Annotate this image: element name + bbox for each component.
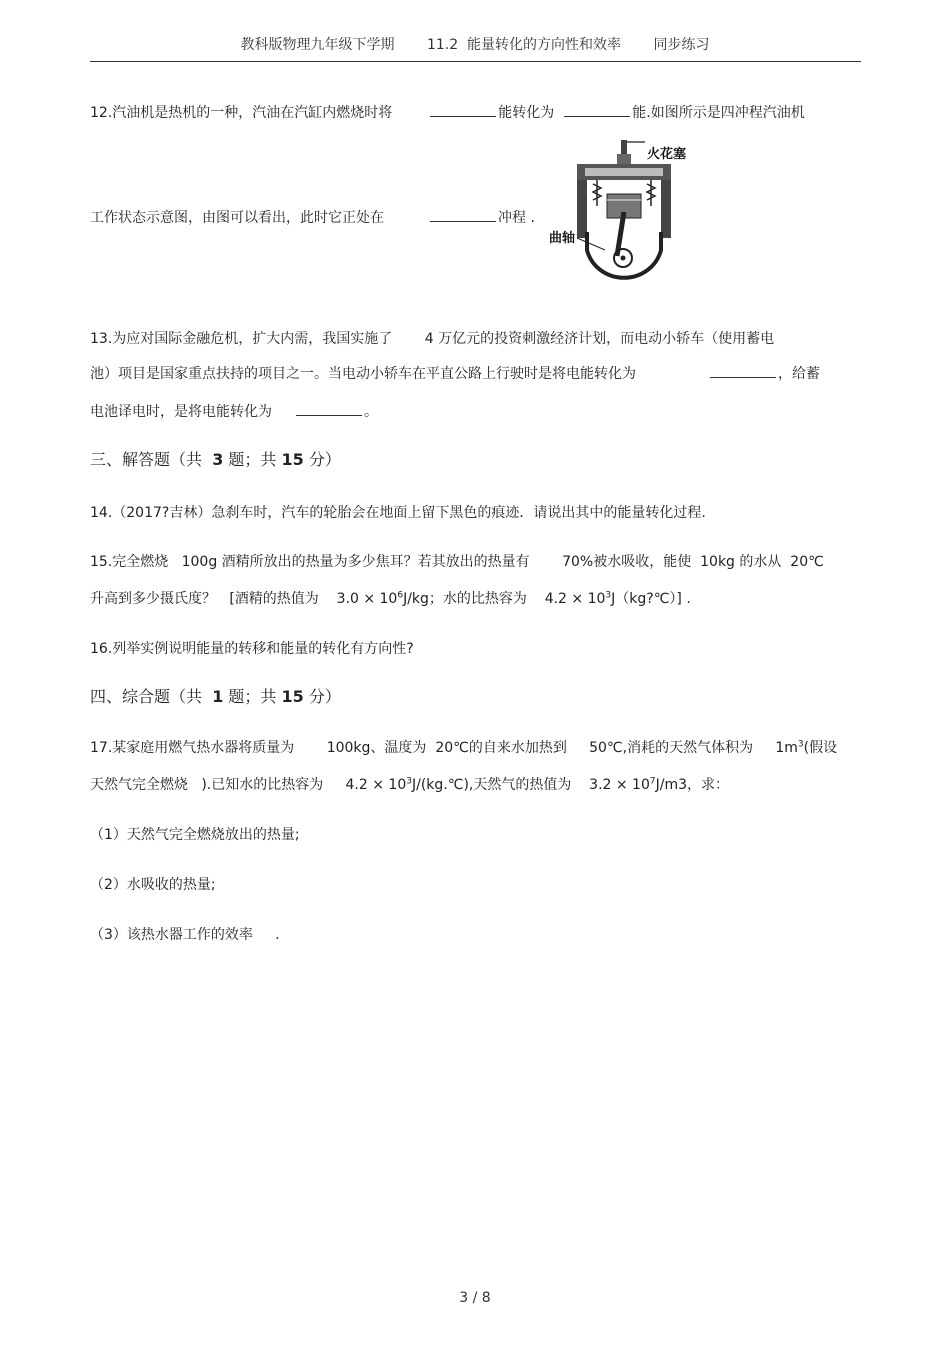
- spark-plug-body: [617, 154, 631, 164]
- page-header: 教科版物理九年级下学期 11.2 能量转化的方向性和效率 同步练习: [240, 37, 710, 53]
- crankcase: [587, 232, 661, 278]
- q16-text: 16.列举实例说明能量的转移和能量的转化有方向性?: [90, 641, 414, 657]
- q17-text-c: 天然气完全燃烧 ).已知水的比热容为 4.2 × 10: [90, 777, 407, 793]
- section-3-heading: [90, 449, 341, 471]
- q17-text-e: J/m3，求：: [655, 777, 729, 793]
- q17-text-b: (假设: [803, 740, 838, 756]
- header-rule: [90, 61, 861, 62]
- q12-blank-3[interactable]: [430, 207, 496, 222]
- sec4-a: 四、综合题（共: [90, 687, 213, 706]
- sec3-score: 15: [281, 450, 304, 469]
- q12-blank-2[interactable]: [564, 102, 630, 117]
- q12-blank-1[interactable]: [430, 102, 496, 117]
- engine-diagram: [547, 132, 697, 302]
- q17-line1: [90, 738, 837, 758]
- crank-center: [621, 256, 626, 261]
- q13-text-a: 池）项目是国家重点扶持的项目之一。当电动小轿车在平直公路上行驶时是将电能转化为: [90, 366, 636, 382]
- q17-sub-1: （1）天然气完全燃烧放出的热量;: [90, 827, 300, 843]
- q17-exp-2: 7: [649, 776, 656, 787]
- q12-text-e: 冲程 .: [498, 210, 535, 226]
- spark-plug-top: [621, 140, 627, 154]
- crankshaft-label: 曲轴: [549, 231, 576, 246]
- q17-sub-3: （3）该热水器工作的效率 .: [90, 927, 280, 943]
- sec4-count: 1: [212, 687, 224, 706]
- q15-exp-2: 3: [605, 590, 612, 601]
- cylinder-wall-left: [577, 180, 587, 238]
- q12-line1: [90, 102, 805, 123]
- q17-line2: [90, 775, 729, 795]
- sec3-a: 三、解答题（共: [90, 450, 213, 469]
- q12-text-a: 12.汽油机是热机的一种，汽油在汽缸内燃烧时将: [90, 105, 393, 121]
- q15-line1: 15.完全燃烧 100g 酒精所放出的热量为多少焦耳？若其放出的热量有 70%被水吸收，能使 10kg 的水从 20℃: [90, 554, 824, 570]
- q13-text-d: 。: [364, 404, 378, 420]
- q15-text-c: J（kg?℃）] .: [611, 591, 691, 607]
- sec3-c: 分）: [303, 450, 341, 469]
- q15-text-a: 升高到多少摄氏度？ [酒精的热值为 3.0 × 10: [90, 591, 398, 607]
- sec3-count: 3: [212, 450, 224, 469]
- sec4-score: 15: [281, 687, 304, 706]
- section-4-heading: [90, 686, 341, 708]
- q12-text-d: 工作状态示意图，由图可以看出，此时它正处在: [90, 210, 384, 226]
- page-number: 3 / 8: [459, 1290, 491, 1306]
- q12-line2: [90, 207, 535, 228]
- q13-line1: 13.为应对国际金融危机，扩大内需，我国实施了 4 万亿元的投资刺激经济计划，而电动小轿车（使用蓄电: [90, 331, 775, 347]
- q13-text-b: ，给蓄: [778, 366, 820, 382]
- q13-line2: [90, 363, 820, 384]
- q13-line3: [90, 401, 378, 422]
- intake-valve: [593, 180, 601, 206]
- q12-text-c: 能.如图所示是四冲程汽油机: [632, 105, 805, 121]
- q17-text-a: 17.某家庭用燃气热水器将质量为 100kg、温度为 20℃的自来水加热到 50℃,消耗的天然气体积为 1m: [90, 740, 798, 756]
- sec4-c: 分）: [303, 687, 341, 706]
- exhaust-valve: [647, 180, 655, 206]
- q17-exp-1: 3: [406, 776, 412, 787]
- sec3-b: 题；共: [223, 450, 282, 469]
- sec4-b: 题；共: [223, 687, 282, 706]
- spark-plug-label: 火花塞: [647, 147, 687, 162]
- q15-text-b: J/kg；水的比热容为 4.2 × 10: [403, 591, 606, 607]
- cylinder-wall-right: [661, 180, 671, 238]
- q13-blank-2[interactable]: [296, 401, 362, 416]
- q14-text: 14.（2017?吉林）急刹车时，汽车的轮胎会在地面上留下黑色的痕迹．请说出其中的能量转化过程.: [90, 505, 706, 521]
- crank-leader: [577, 238, 605, 250]
- q13-text-c: 电池译电时，是将电能转化为: [90, 404, 272, 420]
- head-inner: [585, 168, 663, 176]
- q17-text-d: J/(kg.℃),天然气的热值为 3.2 × 10: [411, 777, 650, 793]
- q17-sub-2: （2）水吸收的热量;: [90, 877, 216, 893]
- q15-line2: [90, 589, 691, 609]
- q17-exp-0: 3: [797, 739, 804, 750]
- q13-blank-1[interactable]: [710, 363, 776, 378]
- q12-text-b: 能转化为: [498, 105, 555, 121]
- q15-exp-1: 6: [397, 590, 404, 601]
